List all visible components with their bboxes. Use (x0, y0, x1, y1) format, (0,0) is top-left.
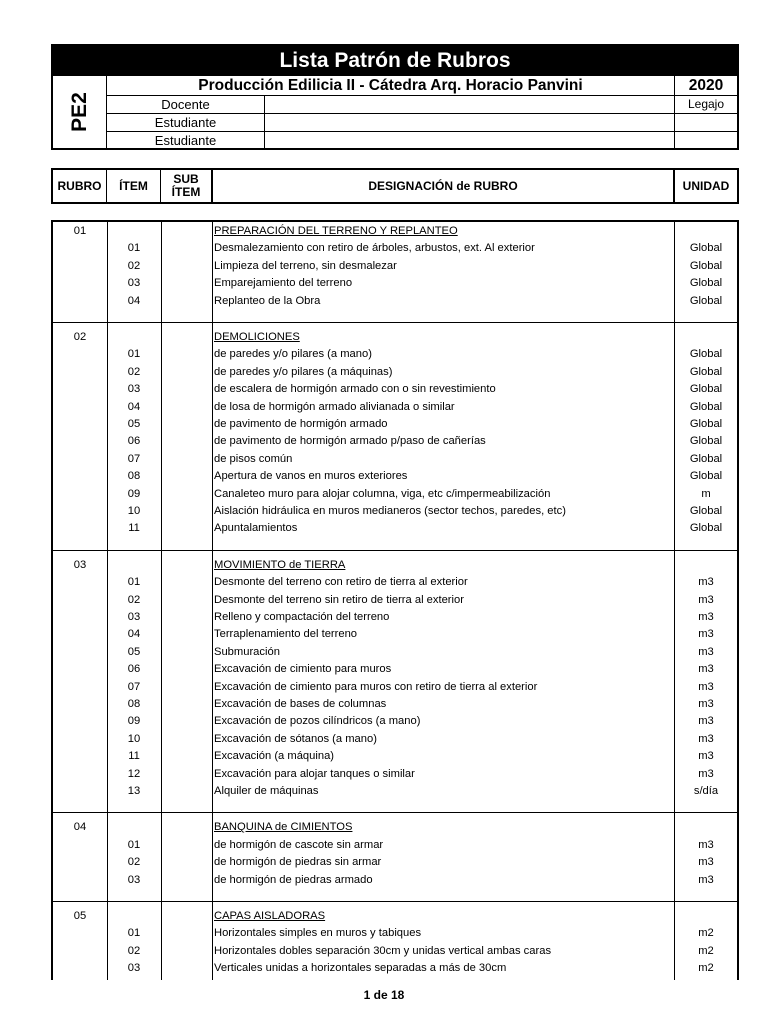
section-divider (53, 901, 737, 902)
item-code: 04 (127, 294, 141, 307)
item-description: de paredes y/o pilares (a mano) (214, 348, 372, 361)
item-description: Apertura de vanos en muros exteriores (214, 470, 408, 483)
item-code: 09 (127, 487, 141, 500)
item-code: 03 (127, 611, 141, 623)
rubro-title: BANQUINA de CIMIENTOS (214, 821, 353, 834)
item-description: de hormigón de cascote sin armar (214, 838, 384, 851)
item-unit: m3 (698, 767, 714, 780)
rubro-title: PREPARACIÓN DEL TERRENO Y REPLANTEO (214, 225, 458, 237)
item-unit: m3 (698, 732, 714, 745)
item-unit: m3 (698, 715, 714, 728)
item-code: 01 (127, 242, 141, 255)
course-code: PE2 (67, 92, 91, 132)
rubro-title: DEMOLICIONES (214, 331, 300, 343)
rubro-title: MOVIMIENTO de TIERRA (214, 558, 346, 571)
item-description: Verticales unidas a horizontales separadas a más de 30cm (214, 962, 507, 975)
item-description: Terraplenamiento del terreno (214, 628, 358, 641)
item-code: 03 (127, 277, 141, 290)
item-description: Excavación de cimiento para muros con retiro de tierra al exterior (214, 680, 538, 693)
item-description: Excavación de sótanos (a mano) (214, 732, 377, 745)
item-description: de hormigón de piedras sin armar (214, 856, 382, 869)
item-code: 08 (127, 470, 141, 483)
item-code: 01 (127, 838, 141, 851)
legajo-field-2[interactable] (675, 132, 737, 148)
item-code: 01 (127, 927, 141, 940)
col-rubro: RUBRO (53, 170, 107, 202)
item-description: de escalera de hormigón armado con o sin revestimiento (214, 383, 496, 396)
section-divider (53, 550, 737, 551)
item-code: 11 (128, 750, 140, 763)
item-unit: m3 (698, 838, 714, 851)
item-code: 03 (127, 873, 141, 886)
page-number: 1 de 18 (363, 988, 405, 1002)
legajo-field-1[interactable] (675, 114, 737, 131)
document-title: Lista Patrón de Rubros (53, 46, 737, 76)
legajo-label: Legajo (687, 97, 725, 111)
estudiante-field-1[interactable] (265, 114, 675, 131)
item-unit: m3 (698, 645, 714, 658)
form-header (51, 44, 739, 150)
item-description: de paredes y/o pilares (a máquinas) (214, 365, 393, 378)
item-description: Desmalezamiento con retiro de árboles, arbustos, ext. Al exterior (214, 242, 535, 255)
item-code: 13 (127, 785, 141, 797)
item-code: 05 (127, 418, 141, 430)
item-code: 10 (127, 505, 141, 517)
docente-field[interactable] (265, 96, 675, 113)
item-unit: m3 (698, 680, 714, 693)
item-description: Desmonte del terreno sin retiro de tierra al exterior (214, 593, 464, 606)
item-unit: m3 (698, 628, 714, 641)
item-description: Relleno y compactación del terreno (214, 611, 390, 623)
item-unit: m3 (698, 611, 714, 623)
item-unit: m3 (698, 873, 714, 886)
estudiante-field-2[interactable] (265, 132, 675, 148)
section-divider (53, 322, 737, 323)
item-description: Excavación de cimiento para muros (214, 663, 392, 676)
item-code: 07 (127, 680, 141, 693)
item-description: Aislación hidráulica en muros medianeros (sector techos, paredes, etc) (214, 505, 566, 517)
item-unit: Global (689, 294, 723, 307)
item-unit: m (701, 487, 711, 500)
item-description: Canaleteo muro para alojar columna, viga, etc c/impermeabilización (214, 487, 551, 500)
docente-label: Docente (107, 96, 265, 113)
item-description: Horizontales simples en muros y tabiques (214, 927, 422, 940)
rubro-code: 01 (73, 225, 87, 237)
year-cell: 2020 (688, 77, 724, 94)
rubro-title: CAPAS AISLADORAS (214, 910, 326, 922)
item-description: de pavimento de hormigón armado (214, 418, 388, 430)
docente-row (107, 96, 737, 114)
item-description: Desmonte del terreno con retiro de tierra al exterior (214, 576, 468, 589)
divider (161, 222, 162, 980)
item-unit: Global (689, 400, 723, 413)
item-code: 10 (127, 732, 141, 745)
item-unit: Global (689, 348, 723, 361)
estudiante-label-1: Estudiante (107, 114, 265, 131)
item-unit: Global (689, 522, 723, 535)
item-code: 02 (127, 365, 141, 378)
item-code: 03 (127, 962, 141, 975)
item-unit: Global (689, 470, 723, 483)
item-code: 02 (127, 856, 141, 869)
item-unit: Global (689, 452, 723, 465)
item-unit: m3 (698, 750, 714, 763)
divider (212, 222, 213, 980)
item-unit: Global (689, 435, 723, 448)
item-description: Horizontales dobles separación 30cm y unidas vertical ambas caras (214, 944, 552, 957)
item-code: 09 (127, 715, 141, 728)
item-unit: m2 (698, 944, 714, 957)
item-code: 07 (127, 452, 141, 465)
item-code: 08 (127, 698, 141, 710)
item-description: Emparejamiento del terreno (214, 277, 353, 290)
item-description: Excavación de bases de columnas (214, 698, 387, 710)
item-description: de pisos común (214, 452, 293, 465)
rubro-code: 04 (73, 821, 87, 834)
item-unit: m3 (698, 856, 714, 869)
column-header (51, 168, 739, 204)
item-description: Apuntalamientos (214, 522, 298, 535)
item-code: 11 (128, 522, 140, 535)
item-code: 02 (127, 593, 141, 606)
course-subtitle: Producción Edilicia II - Cátedra Arq. Horacio Panvini (107, 76, 675, 95)
item-description: de hormigón de piedras armado (214, 873, 373, 886)
estudiante-row-2 (107, 132, 737, 148)
item-description: Limpieza del terreno, sin desmalezar (214, 259, 397, 272)
course-code-cell (53, 76, 107, 148)
item-code: 04 (127, 400, 141, 413)
rubro-code: 05 (73, 910, 87, 922)
item-code: 01 (127, 348, 141, 361)
item-description: Excavación de pozos cilíndricos (a mano) (214, 715, 421, 728)
estudiante-label-2: Estudiante (107, 132, 265, 148)
item-code: 01 (127, 576, 141, 589)
item-unit: Global (689, 418, 723, 430)
subtitle-row (107, 76, 737, 96)
item-description: Submuración (214, 645, 280, 658)
item-unit: m3 (698, 663, 714, 676)
item-code: 12 (127, 767, 141, 780)
item-description: Excavación para alojar tanques o similar (214, 767, 415, 780)
item-description: de losa de hormigón armado alivianada o similar (214, 400, 455, 413)
col-item: ÍTEM (107, 170, 161, 202)
item-description: de pavimento de hormigón armado p/paso de cañerías (214, 435, 486, 448)
item-unit: Global (689, 365, 723, 378)
item-unit: Global (689, 259, 723, 272)
rubro-code: 02 (73, 331, 87, 343)
item-unit: m2 (698, 962, 714, 975)
rubros-table (51, 220, 739, 980)
item-unit: m3 (698, 698, 714, 710)
item-unit: m2 (698, 927, 714, 940)
item-unit: s/día (693, 785, 719, 797)
item-description: Replanteo de la Obra (214, 294, 321, 307)
item-code: 02 (127, 944, 141, 957)
item-description: Alquiler de máquinas (214, 785, 319, 797)
item-unit: Global (689, 383, 723, 396)
estudiante-row-1 (107, 114, 737, 132)
item-code: 05 (127, 645, 141, 658)
item-unit: m3 (698, 593, 714, 606)
col-designacion: DESIGNACIÓN de RUBRO (213, 170, 675, 202)
item-code: 06 (127, 435, 141, 448)
item-description: Excavación (a máquina) (214, 750, 335, 763)
item-code: 06 (127, 663, 141, 676)
item-code: 03 (127, 383, 141, 396)
item-unit: Global (689, 277, 723, 290)
section-divider (53, 812, 737, 813)
col-subitem: SUB ÍTEM (161, 170, 213, 202)
item-unit: Global (689, 242, 723, 255)
col-unidad: UNIDAD (682, 178, 730, 193)
item-unit: m3 (698, 576, 714, 589)
item-unit: Global (689, 505, 723, 517)
rubro-code: 03 (73, 558, 87, 571)
item-code: 02 (127, 259, 141, 272)
item-code: 04 (127, 628, 141, 641)
